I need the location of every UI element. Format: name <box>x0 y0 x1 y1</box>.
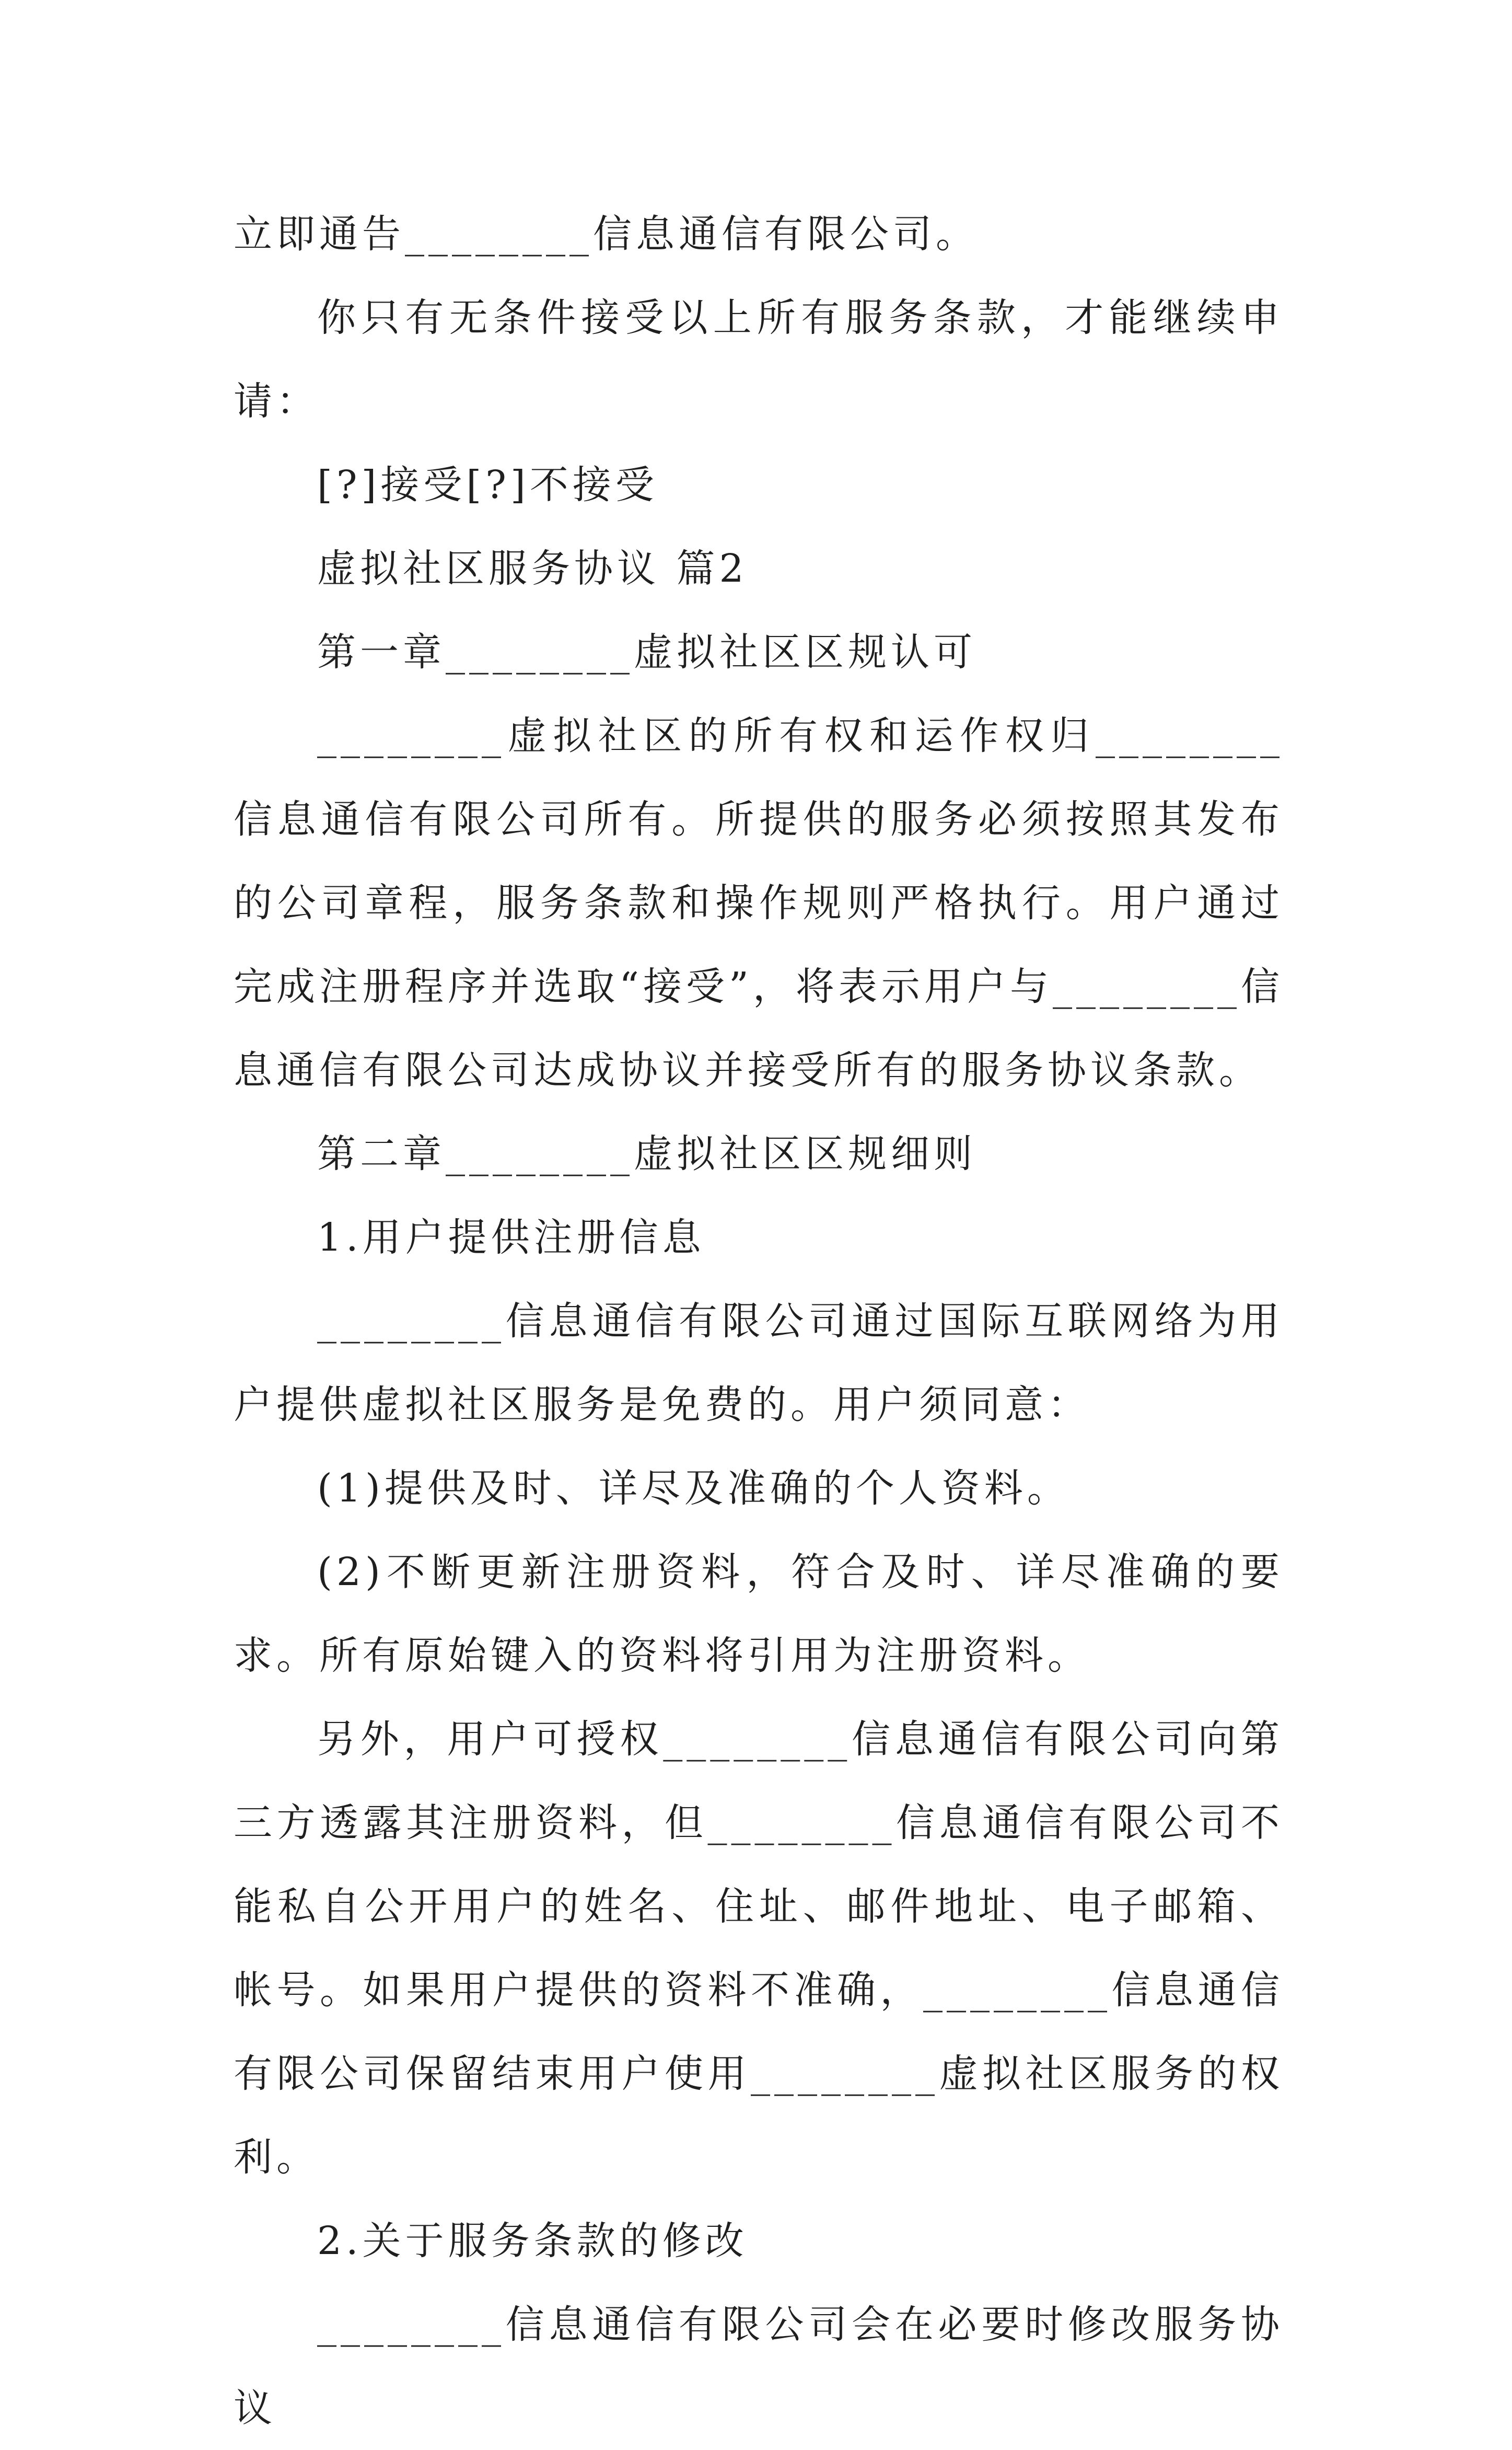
paragraph-12: 另外，用户可授权________信息通信有限公司向第三方透露其注册资料，但________信息通信有限公司不能私自公开用户的姓名、住址、邮件地址、电子邮箱、帐号。如果用户提供的资料不准确，________信息通信有限公司保留结束用户使用________虚拟社区服务的权利。 <box>234 1717 1284 2180</box>
paragraph-6: ________虚拟社区的所有权和运作权归________信息通信有限公司所有。所提供的服务必须按照其发布的公司章程，服务条款和操作规则严格执行。用户通过完成注册程序并选取“接受”，将表示用户与________信息通信有限公司达成协议并接受所有的服务协议条款。 <box>234 713 1284 1093</box>
chapter-2-heading: 第二章________虚拟社区区规细则 <box>317 1131 976 1176</box>
item-2-heading: 2.关于服务条款的修改 <box>317 2218 748 2263</box>
chapter-1-heading: 第一章________虚拟社区区规认可 <box>317 630 976 675</box>
paragraph-3: [?]接受[?]不接受 <box>317 463 658 507</box>
paragraph-2: 你只有无条件接受以上所有服务条款，才能继续申请： <box>234 295 1284 424</box>
paragraph-1: 立即通告________信息通信有限公司。 <box>234 212 979 257</box>
document-body <box>234 192 1284 2450</box>
list-item-2: (2)不断更新注册资料，符合及时、详尽准确的要求。所有原始键入的资料将引用为注册资料。 <box>234 1550 1284 1678</box>
paragraph-14: ________信息通信有限公司会在必要时修改服务协议 <box>234 2302 1284 2431</box>
paragraph-9: ________信息通信有限公司通过国际互联网络为用户提供虚拟社区服务是免费的。用户须同意： <box>234 1299 1284 1427</box>
section-heading-part-2: 虚拟社区服务协议 篇2 <box>317 546 748 591</box>
list-item-1: (1)提供及时、详尽及准确的个人资料。 <box>317 1466 1070 1511</box>
item-1-heading: 1.用户提供注册信息 <box>317 1215 705 1260</box>
